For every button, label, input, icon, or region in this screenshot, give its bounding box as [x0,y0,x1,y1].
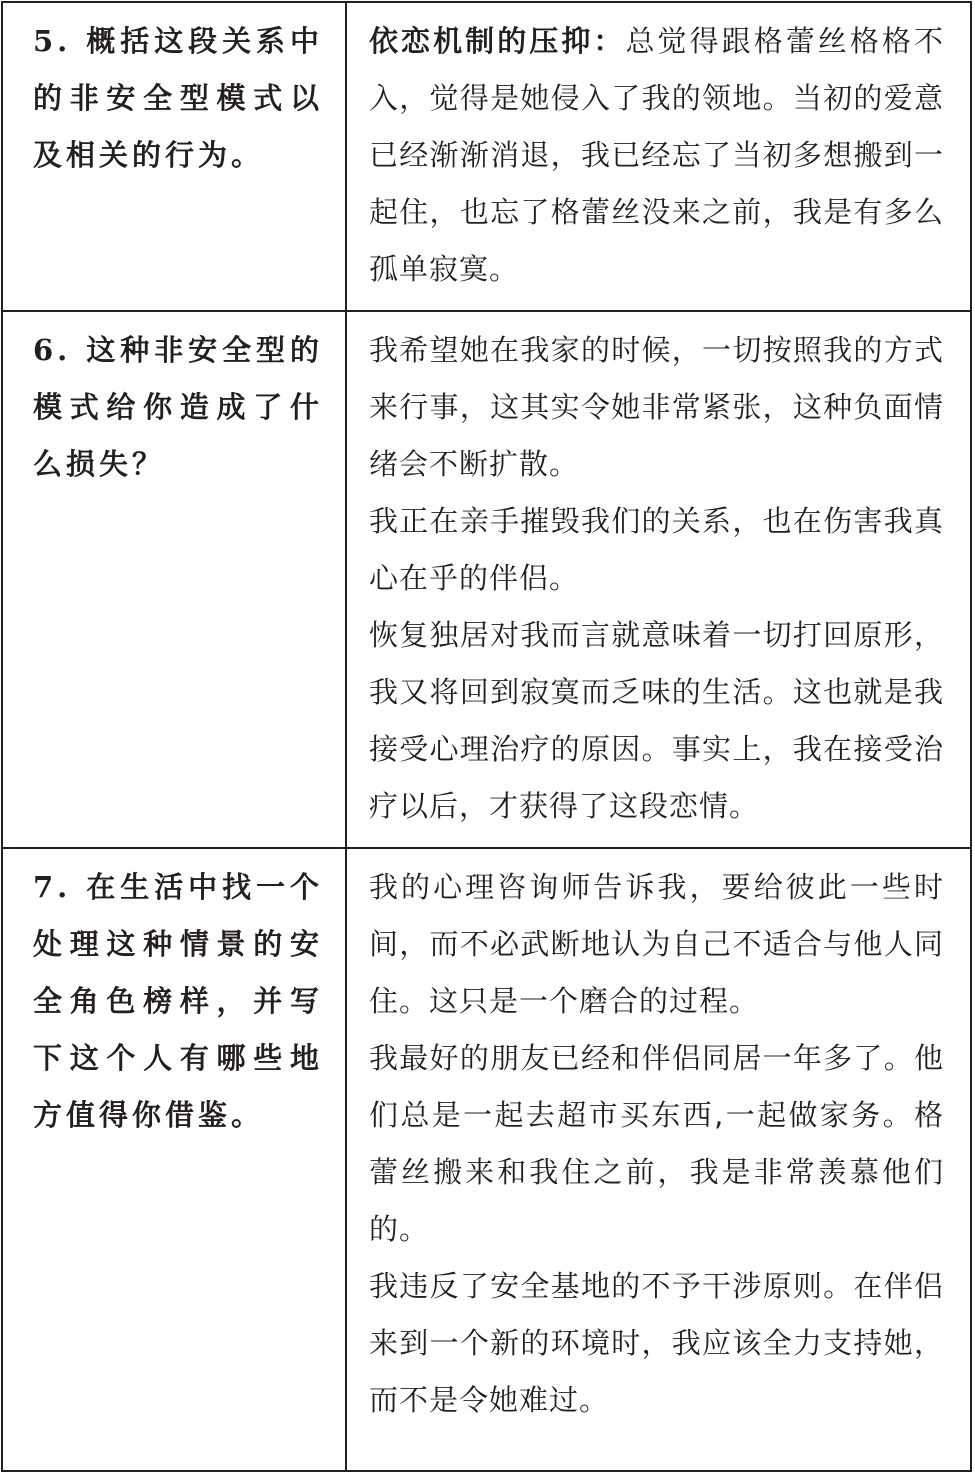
answer-cell [347,3,970,310]
table-row [3,312,970,849]
answer-paragraph: 恢复独居对我而言就意味着一切打回原形，我又将回到寂寞而乏味的生活。这也就是我接受心理治疗的原因。事实上，我在接受治疗以后，才获得了这段恋情。 [369,618,944,823]
question-cell: 5. 概括这段关系中的非安全型模式以及相关的行为。 [3,3,347,310]
answer-paragraph: 我的心理咨询师告诉我，要给彼此一些时间，而不必武断地认为自己不适合与他人同住。这只是一个磨合的过程。 [369,870,944,1018]
answer-cell [347,849,970,1470]
question-cell: 6. 这种非安全型的模式给你造成了什么损失？ [3,312,347,847]
answer-cell [347,312,970,847]
question-cell: 7. 在生活中找一个处理这种情景的安全角色榜样，并写下这个人有哪些地方值得你借鉴。 [3,849,347,1470]
answer-paragraph: 我希望她在我家的时候，一切按照我的方式来行事，这其实令她非常紧张，这种负面情绪会不断扩散。 [369,333,944,481]
table-row [3,3,970,312]
worksheet-table [1,1,972,1472]
answer-paragraph: 我正在亲手摧毁我们的关系，也在伤害我真心在乎的伴侣。 [369,504,944,595]
answer-paragraph: 我违反了安全基地的不予干涉原则。在伴侣来到一个新的环境时，我应该全力支持她，而不是令她难过。 [369,1269,944,1417]
answer-lead: 依恋机制的压抑： [369,24,626,58]
table-row [3,849,970,1470]
answer-paragraph [369,13,944,298]
answer-text: 总觉得跟格蕾丝格格不入，觉得是她侵入了我的领地。当初的爱意已经渐渐消退，我已经忘了当初多想搬到一起住，也忘了格蕾丝没来之前，我是有多么孤单寂寞。 [369,24,944,286]
answer-paragraph: 我最好的朋友已经和伴侣同居一年多了。他们总是一起去超市买东西,一起做家务。格蕾丝搬来和我住之前，我是非常羡慕他们的。 [369,1041,944,1246]
